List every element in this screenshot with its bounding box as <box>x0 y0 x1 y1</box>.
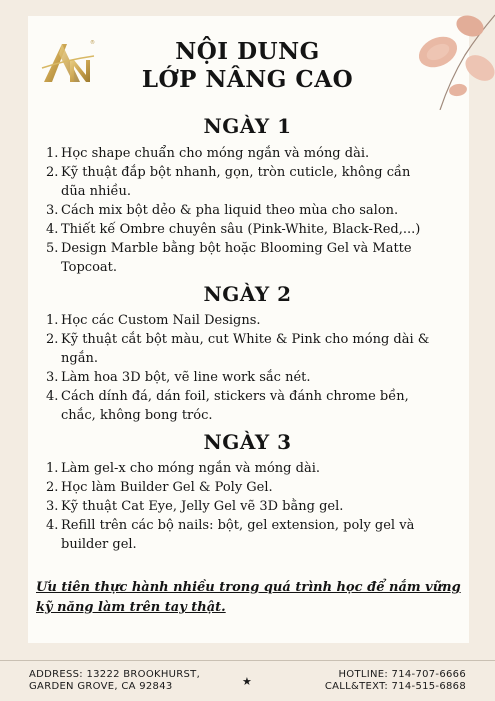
list-item: 1. Học các Custom Nail Designs. <box>46 313 261 328</box>
day-list <box>46 144 466 277</box>
hotline[interactable]: HOTLINE: 714-707-6666 <box>338 669 466 680</box>
star-icon: ★ <box>242 675 253 688</box>
list-item: 2. Kỹ thuật cắt bột màu, cut White & Pink cho móng dài & ngắn. <box>46 332 430 366</box>
day-heading: NGÀY 2 <box>203 282 292 306</box>
list-item: 2. Kỹ thuật đắp bột nhanh, gọn, tròn cuticle, không cần dũa nhiều. <box>46 165 411 199</box>
practice-note: Ưu tiên thực hành nhiều trong quá trình học để nắm vững kỹ năng làm trên tay thật. <box>36 580 461 615</box>
list-item: 2. Học làm Builder Gel & Poly Gel. <box>46 480 273 495</box>
list-item: 1. Học shape chuẩn cho móng ngắn và móng dài. <box>46 146 370 161</box>
list-item: 1. Làm gel-x cho móng ngắn và móng dài. <box>46 461 320 476</box>
day-heading: NGÀY 1 <box>203 114 292 138</box>
day-list <box>46 459 466 554</box>
page-title-line1: NỘI DUNG <box>175 38 320 65</box>
page-title-line2: LỚP NÂNG CAO <box>141 66 354 93</box>
day-list <box>46 311 466 425</box>
list-item: 3. Kỹ thuật Cat Eye, Jelly Gel vẽ 3D bằng gel. <box>46 499 344 514</box>
list-item: 3. Làm hoa 3D bột, vẽ line work sắc nét. <box>46 370 311 385</box>
list-item: 3. Cách mix bột dẻo & pha liquid theo mùa cho salon. <box>46 203 399 218</box>
list-item: 4. Cách dính đá, dán foil, stickers và đánh chrome bền, chắc, không bong tróc. <box>46 389 409 423</box>
list-item: 4. Thiết kế Ombre chuyên sâu (Pink-White, Black-Red,...) <box>46 222 421 237</box>
contact-numbers <box>325 669 466 693</box>
list-item: 5. Design Marble bằng bột hoặc Blooming Gel và Matte Topcoat. <box>46 241 412 275</box>
footer <box>0 660 495 701</box>
address: ADDRESS: 13222 BROOKHURST, GARDEN GROVE, CA 92843 <box>29 669 201 692</box>
day-heading: NGÀY 3 <box>203 430 292 454</box>
logo-registered-mark: ® <box>90 40 95 46</box>
call-text-number[interactable]: CALL&TEXT: 714-515-6868 <box>324 681 466 692</box>
list-item: 4. Refill trên các bộ nails: bột, gel extension, poly gel và builder gel. <box>46 518 415 552</box>
